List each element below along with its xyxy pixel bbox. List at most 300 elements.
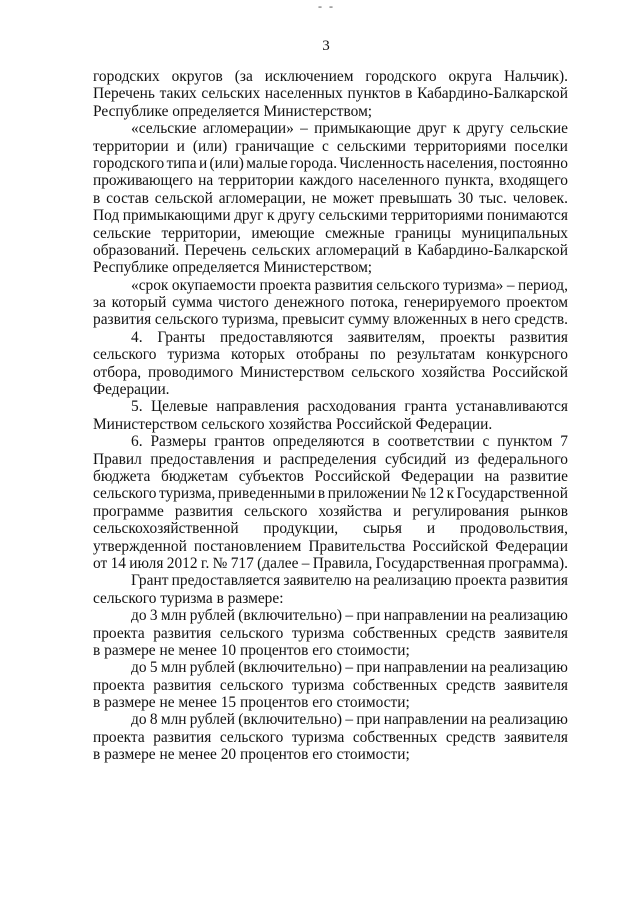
- text-word: Федерации: [401, 467, 474, 485]
- text-word: хозяйства: [421, 363, 486, 381]
- text-word: в: [93, 189, 101, 207]
- text-word: (или): [192, 137, 228, 155]
- text-word: сельскохозяйственной: [93, 520, 239, 538]
- text-word: –: [345, 659, 354, 677]
- text-word: окупаемости: [171, 276, 257, 294]
- text-word: развития: [509, 328, 568, 346]
- text-word: исключением: [264, 68, 354, 85]
- text-word: другу: [277, 207, 315, 225]
- text-word: города.: [290, 154, 338, 172]
- text-word: и: [426, 520, 436, 538]
- text-word: округов: [171, 68, 223, 85]
- text-word: 20: [220, 746, 240, 764]
- text-word: в: [470, 311, 479, 329]
- text-word: и: [393, 502, 402, 520]
- text-word: №: [411, 485, 427, 503]
- text-word: его: [312, 746, 337, 764]
- text-word: (за: [234, 68, 253, 85]
- text-word: –: [301, 554, 310, 572]
- text-word: определяются: [272, 433, 365, 451]
- text-word: Грант: [131, 572, 169, 590]
- text-word: бюджетам: [161, 467, 229, 485]
- text-word: не: [159, 746, 179, 764]
- text-word: сельских: [201, 85, 261, 103]
- text-word: городского: [93, 154, 165, 172]
- text-word: вложенных: [393, 311, 468, 329]
- text-word: с: [482, 433, 490, 451]
- text-word: на: [471, 711, 487, 729]
- text-word: реализацию: [489, 607, 568, 625]
- text-word: –: [345, 607, 354, 625]
- text-word: туризма: [291, 728, 345, 746]
- text-word: проекта: [93, 676, 145, 694]
- text-word: Нальчик).: [503, 68, 568, 85]
- text-word: к: [266, 207, 275, 225]
- text-word: состав: [106, 189, 149, 207]
- text-word: процентов: [239, 746, 313, 764]
- text-line: [93, 138, 568, 155]
- text-line: [93, 451, 568, 468]
- text-word: туризма: [167, 346, 220, 364]
- text-word: в: [317, 485, 326, 503]
- text-word: (включительно): [238, 659, 343, 677]
- text-word: таких: [159, 85, 197, 103]
- text-word: сельского: [376, 276, 440, 294]
- text-word: туризма: [160, 589, 217, 607]
- text-word: по: [369, 346, 386, 364]
- text-word: Федерации.: [415, 415, 493, 433]
- text-word: территории,: [161, 224, 241, 242]
- text-word: Министерством: [93, 415, 202, 433]
- text-word: примыкающими: [122, 207, 231, 225]
- text-line: [93, 329, 568, 346]
- text-word: развития: [314, 276, 373, 294]
- text-line: [93, 485, 568, 502]
- text-word: млн: [160, 659, 187, 677]
- text-word: на: [471, 607, 487, 625]
- top-mark: - -: [318, 0, 335, 13]
- text-word: –: [506, 276, 515, 294]
- text-word: средств: [445, 728, 496, 746]
- text-word: проекта: [93, 624, 145, 642]
- text-word: 30: [457, 189, 474, 207]
- text-word: «сельские: [131, 120, 197, 138]
- document-body: [93, 68, 568, 764]
- text-word: до: [131, 607, 147, 625]
- text-word: округа: [448, 68, 493, 85]
- text-word: при: [356, 711, 381, 729]
- text-word: Кабардино-Балкарской: [417, 241, 568, 259]
- text-word: в: [93, 694, 105, 712]
- text-word: его: [312, 694, 337, 712]
- text-line: [93, 225, 568, 242]
- text-word: входящего: [499, 172, 568, 190]
- text-word: сумму: [348, 311, 390, 329]
- text-word: Государственной: [456, 485, 568, 503]
- text-word: заявителям,: [347, 328, 426, 346]
- text-word: №: [212, 554, 228, 572]
- text-word: превышать: [379, 189, 452, 207]
- text-word: стоимости;: [336, 694, 410, 712]
- text-word: (включительно): [238, 607, 343, 625]
- text-word: рублей: [189, 607, 235, 625]
- text-word: развития: [174, 502, 233, 520]
- text-word: Республике: [93, 102, 173, 120]
- text-word: предоставления: [150, 450, 255, 468]
- text-word: не: [159, 694, 179, 712]
- text-word: субъектов: [238, 467, 304, 485]
- text-word: развитие: [510, 467, 568, 485]
- text-word: городского: [365, 68, 437, 85]
- text-line: [93, 642, 568, 659]
- text-word: приведенными: [217, 485, 316, 503]
- text-word: от: [93, 554, 108, 572]
- text-word: сумма: [172, 294, 213, 312]
- text-word: сельские: [509, 120, 568, 138]
- text-word: средств.: [514, 311, 568, 329]
- text-word: (включительно): [238, 711, 343, 729]
- text-word: сельского: [219, 728, 284, 746]
- text-word: 7: [560, 433, 568, 451]
- text-word: Правительства: [308, 537, 406, 555]
- text-word: сельских: [251, 241, 311, 259]
- text-line: [93, 590, 568, 607]
- text-word: хозяйства: [268, 415, 336, 433]
- text-word: реализацию: [489, 659, 568, 677]
- text-word: на: [198, 172, 214, 190]
- text-word: проекты: [439, 328, 495, 346]
- text-word: сельского: [219, 624, 284, 642]
- text-word: млн: [160, 607, 187, 625]
- text-word: пунктов: [347, 85, 401, 103]
- text-word: определяется: [172, 259, 264, 277]
- text-line: [93, 746, 568, 763]
- text-word: сельскими: [336, 137, 406, 155]
- text-word: рынков: [520, 502, 568, 520]
- text-word: средств: [445, 624, 496, 642]
- text-word: Республике: [93, 259, 173, 277]
- text-word: Российской: [492, 363, 568, 381]
- text-line: [93, 416, 568, 433]
- text-word: –: [345, 711, 354, 729]
- text-word: проводимого: [148, 363, 234, 381]
- text-word: который: [111, 294, 167, 312]
- text-word: г.: [200, 554, 210, 572]
- text-line: [93, 538, 568, 555]
- text-word: Министерством;: [263, 259, 373, 277]
- text-word: территории: [218, 172, 294, 190]
- text-word: предоставляется: [171, 572, 281, 590]
- text-word: гранта: [404, 398, 448, 416]
- text-word: заявителя: [504, 624, 568, 642]
- text-word: рублей: [189, 659, 235, 677]
- text-word: 8: [149, 711, 158, 729]
- text-line: [93, 677, 568, 694]
- text-word: в: [93, 641, 105, 659]
- text-word: 2012: [166, 554, 198, 572]
- text-word: за: [93, 294, 106, 312]
- text-word: заявителя: [504, 728, 568, 746]
- text-word: друг: [417, 120, 447, 138]
- text-word: сельского: [93, 589, 161, 607]
- text-word: менее: [178, 746, 221, 764]
- text-word: генерируемого: [403, 294, 501, 312]
- text-word: поселки: [514, 137, 568, 155]
- text-word: туризма: [291, 676, 345, 694]
- text-word: приложении: [327, 485, 409, 503]
- text-word: реализацию: [373, 572, 452, 590]
- text-line: [93, 729, 568, 746]
- text-word: сельского: [154, 311, 219, 329]
- text-line: [93, 120, 568, 137]
- text-word: границы: [395, 224, 451, 242]
- text-word: направлении: [383, 607, 468, 625]
- text-word: стоимости;: [336, 641, 410, 659]
- text-word: –: [300, 120, 308, 138]
- text-word: образований.: [93, 241, 180, 259]
- text-word: Правила,: [312, 554, 373, 572]
- text-line: [93, 364, 568, 381]
- text-line: [93, 68, 568, 85]
- text-word: хозяйства: [318, 502, 383, 520]
- text-word: в: [93, 746, 105, 764]
- text-word: 5.: [131, 398, 143, 416]
- text-word: Федерации: [495, 537, 568, 555]
- text-word: в: [372, 433, 380, 451]
- text-word: утвержденной: [93, 537, 187, 555]
- text-word: расходования: [307, 398, 396, 416]
- text-word: и: [198, 154, 208, 172]
- text-word: Под: [93, 207, 120, 225]
- text-word: распределения: [279, 450, 377, 468]
- text-word: конкурсного: [486, 346, 568, 364]
- text-word: продовольствия,: [459, 520, 568, 538]
- text-word: постоянно: [499, 154, 568, 172]
- text-word: проживающего: [93, 172, 193, 190]
- text-word: отобраны: [296, 346, 359, 364]
- text-word: «срок: [131, 276, 169, 294]
- text-word: направлении: [383, 711, 468, 729]
- text-word: на: [354, 572, 370, 590]
- text-word: Целевые: [150, 398, 208, 416]
- text-word: результатам: [396, 346, 476, 364]
- text-line: [93, 155, 568, 172]
- text-word: 717: [230, 554, 254, 572]
- text-word: не: [159, 641, 179, 659]
- text-word: проекта: [259, 276, 312, 294]
- text-word: сельской: [154, 189, 213, 207]
- text-line: [93, 398, 568, 415]
- text-word: собственных: [352, 728, 438, 746]
- text-word: до: [131, 659, 147, 677]
- text-word: сырья: [363, 520, 402, 538]
- text-word: устанавливаются: [455, 398, 568, 416]
- text-word: из: [454, 450, 470, 468]
- text-line: [93, 607, 568, 624]
- text-word: в: [405, 85, 413, 103]
- text-word: (или): [209, 154, 244, 172]
- text-word: до: [131, 711, 147, 729]
- text-word: средств: [445, 676, 496, 694]
- text-word: имеющие: [251, 224, 315, 242]
- text-word: бюджета: [93, 467, 151, 485]
- text-line: [93, 346, 568, 363]
- text-word: населенных: [264, 85, 343, 103]
- text-word: определяется: [172, 102, 264, 120]
- text-word: июля: [129, 554, 164, 572]
- text-word: программа).: [488, 554, 568, 572]
- text-word: в: [404, 241, 412, 259]
- text-word: Государственная: [375, 554, 485, 572]
- text-word: собственных: [352, 624, 438, 642]
- text-word: Гранты: [157, 328, 206, 346]
- text-word: предоставляются: [219, 328, 333, 346]
- text-word: населенного: [358, 172, 440, 190]
- text-word: 15: [220, 694, 240, 712]
- text-word: человек.: [512, 189, 568, 207]
- text-word: на: [471, 659, 487, 677]
- text-word: типа: [166, 154, 197, 172]
- text-word: сельского: [93, 346, 157, 364]
- text-word: сельские: [93, 224, 151, 242]
- text-word: продукции,: [263, 520, 339, 538]
- text-word: пунктом: [497, 433, 553, 451]
- text-word: агломерации,: [218, 189, 306, 207]
- text-word: Министерством: [240, 363, 345, 381]
- text-word: населения,: [426, 154, 498, 172]
- text-word: развития: [153, 624, 212, 642]
- text-word: денежного: [274, 294, 345, 312]
- text-word: потока,: [350, 294, 399, 312]
- text-word: чистого: [218, 294, 269, 312]
- text-word: с: [322, 137, 329, 155]
- text-word: сельского: [201, 415, 269, 433]
- page-number: 3: [322, 38, 330, 54]
- text-line: [93, 694, 568, 711]
- text-word: сельскими: [318, 207, 388, 225]
- text-word: в: [216, 589, 228, 607]
- text-word: стоимости;: [336, 746, 410, 764]
- text-word: Российской: [314, 467, 391, 485]
- text-word: программе: [93, 502, 164, 520]
- text-word: тыс.: [479, 189, 507, 207]
- text-line: [93, 294, 568, 311]
- text-word: собственных: [352, 676, 438, 694]
- text-word: сельского: [244, 502, 308, 520]
- text-word: размере:: [227, 589, 284, 607]
- text-word: малые: [246, 154, 288, 172]
- text-word: проектом: [506, 294, 568, 312]
- text-word: агломераций: [315, 241, 400, 259]
- text-word: млн: [160, 711, 187, 729]
- text-word: процентов: [239, 641, 313, 659]
- text-word: Федерации.: [93, 381, 170, 399]
- text-line: [93, 242, 568, 259]
- text-line: [93, 277, 568, 294]
- text-line: [93, 103, 568, 120]
- text-word: граничащие: [235, 137, 315, 155]
- text-word: каждого: [299, 172, 354, 190]
- text-line: [93, 311, 568, 328]
- text-word: муниципальных: [461, 224, 568, 242]
- text-word: субсидий: [385, 450, 447, 468]
- text-line: [93, 711, 568, 728]
- text-line: [93, 468, 568, 485]
- text-word: Российской: [412, 537, 489, 555]
- text-word: развития: [93, 311, 152, 329]
- text-word: другу: [466, 120, 504, 138]
- text-word: Численность: [339, 154, 425, 172]
- text-word: сельского: [219, 676, 284, 694]
- text-line: [93, 572, 568, 589]
- text-word: него: [481, 311, 511, 329]
- text-line: [93, 503, 568, 520]
- text-word: при: [356, 659, 381, 677]
- text-word: может: [332, 189, 374, 207]
- text-word: 12: [428, 485, 445, 503]
- text-word: агломерации»: [202, 120, 294, 138]
- text-word: туризма,: [222, 311, 279, 329]
- text-word: туризма»: [443, 276, 504, 294]
- text-word: заявителю: [283, 572, 352, 590]
- text-word: направлении: [383, 659, 468, 677]
- text-word: 4.: [131, 328, 143, 346]
- text-word: 10: [220, 641, 240, 659]
- text-word: (далее: [257, 554, 299, 572]
- text-word: постановлением: [193, 537, 302, 555]
- text-word: его: [312, 641, 337, 659]
- text-word: заявителя: [504, 676, 568, 694]
- text-word: пункта,: [444, 172, 494, 190]
- text-word: сельского: [351, 363, 415, 381]
- text-word: к: [446, 485, 455, 503]
- text-word: проекта: [93, 728, 145, 746]
- text-word: Министерством;: [263, 102, 373, 120]
- text-word: не: [311, 189, 327, 207]
- text-line: [93, 85, 568, 102]
- text-line: [93, 207, 568, 224]
- text-word: размере: [104, 641, 160, 659]
- text-line: [93, 259, 568, 276]
- text-word: регулирования: [412, 502, 510, 520]
- text-line: [93, 659, 568, 676]
- text-word: понимаются: [486, 207, 568, 225]
- text-word: грантов: [214, 433, 265, 451]
- text-line: [93, 433, 568, 450]
- text-line: [93, 172, 568, 189]
- text-word: менее: [178, 694, 221, 712]
- text-word: туризма,: [158, 485, 216, 503]
- text-word: соответствии: [387, 433, 475, 451]
- text-word: туризма: [291, 624, 345, 642]
- text-word: развития: [153, 676, 212, 694]
- text-word: территории: [93, 137, 169, 155]
- text-word: менее: [178, 641, 221, 659]
- text-word: примыкающие: [314, 120, 411, 138]
- text-line: [93, 190, 568, 207]
- text-word: Перечень: [184, 241, 247, 259]
- text-word: период,: [517, 276, 568, 294]
- text-word: друг: [234, 207, 264, 225]
- text-word: 5: [149, 659, 158, 677]
- text-word: Перечень: [93, 85, 155, 103]
- text-word: сельского: [93, 485, 157, 503]
- text-word: на: [484, 467, 500, 485]
- text-word: 14: [110, 554, 126, 572]
- text-word: превысит: [282, 311, 345, 329]
- text-word: смежные: [325, 224, 385, 242]
- text-line: [93, 555, 568, 572]
